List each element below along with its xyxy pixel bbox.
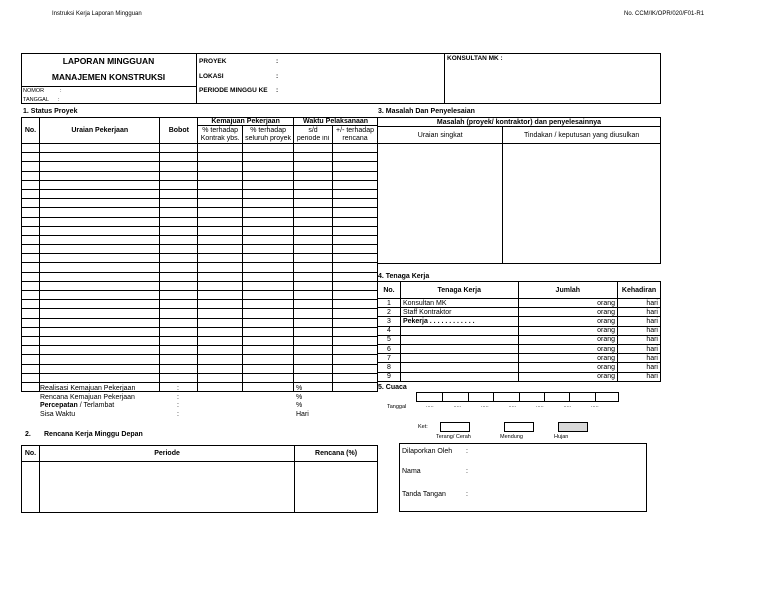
weather-legend bbox=[436, 422, 600, 442]
table-row bbox=[22, 144, 378, 153]
table-row bbox=[22, 245, 378, 254]
legend-label: Mendung bbox=[500, 434, 523, 440]
tenaga-row: 9 orang hari bbox=[378, 372, 661, 381]
col-uraian: Uraian Pekerjaan bbox=[39, 118, 160, 144]
status-table: No. Uraian Pekerjaan Bobot Kemajuan Pekerjaan Waktu Pelaksanaan % terhadap % terhadap s/d +/- terhadap Kontrak ybs. seluruh proyek periode ini rencana bbox=[21, 117, 378, 392]
legend-label: Terang/ Cerah bbox=[436, 434, 471, 440]
tenaga-row: 4 orang hari bbox=[378, 326, 661, 335]
cuaca-tanggal: Tanggal bbox=[387, 404, 407, 410]
weather-date-dots: ..... bbox=[508, 403, 517, 409]
table-row bbox=[22, 327, 378, 336]
rencana-heading-no: 2. bbox=[25, 431, 31, 438]
lokasi-label: LOKASI bbox=[199, 73, 224, 80]
table-row bbox=[22, 336, 378, 345]
table-row bbox=[22, 355, 378, 364]
summary-row: Rencana Kemajuan Pekerjaan : % bbox=[40, 393, 303, 401]
table-row bbox=[22, 346, 378, 355]
table-row bbox=[22, 189, 378, 198]
nama-label: Nama bbox=[402, 468, 421, 475]
masalah-heading: 3. Masalah Dan Penyelesaian bbox=[378, 108, 475, 115]
periode-label: PERIODE MINGGU KE bbox=[199, 87, 268, 94]
tenaga-row: 2 Staff Kontraktor orang hari bbox=[378, 308, 661, 317]
table-row bbox=[22, 254, 378, 263]
nomor-label: NOMOR bbox=[23, 88, 45, 94]
weather-date-dots: ..... bbox=[563, 403, 572, 409]
weather-date-dots: ..... bbox=[426, 403, 434, 409]
table-row bbox=[22, 208, 378, 217]
table-row bbox=[22, 235, 378, 244]
konsultan-label: KONSULTAN MK : bbox=[447, 55, 503, 62]
ttd-label: Tanda Tangan bbox=[402, 491, 446, 498]
legend-swatch bbox=[504, 422, 534, 432]
doc-title: Instruksi Kerja Laporan Mingguan bbox=[52, 11, 142, 17]
proyek-label: PROYEK bbox=[199, 58, 227, 65]
table-row bbox=[22, 373, 378, 382]
table-row bbox=[22, 217, 378, 226]
masalah-table: Masalah (proyek/ kontraktor) dan penyelesainnya Uraian singkat Tindakan / keputusan yang diusulkan bbox=[377, 117, 661, 264]
table-row bbox=[22, 162, 378, 171]
report-subtitle: MANAJEMEN KONSTRUKSI bbox=[51, 72, 166, 82]
table-row bbox=[22, 180, 378, 189]
table-row bbox=[22, 300, 378, 309]
tenaga-row: 5 orang hari bbox=[378, 335, 661, 344]
col-bobot: Bobot bbox=[160, 118, 198, 144]
tenaga-row: 1 Konsultan MK orang hari bbox=[378, 299, 661, 308]
table-row bbox=[22, 281, 378, 290]
report-title: LAPORAN MINGGUAN bbox=[62, 56, 155, 66]
legend-swatch bbox=[440, 422, 470, 432]
table-row bbox=[22, 171, 378, 180]
tenaga-table: No. Tenaga Kerja Jumlah Kehadiran 1 Konsultan MK orang hari 2 Staff Kontraktor orang hari 3 Pekerja . . . . . . . . . . . . orang hari 4 orang hari 5 orang hari 6 orang hari 7 orang hari 8 orang hari 9 orang hari bbox=[377, 281, 661, 382]
weather-strip bbox=[416, 392, 619, 402]
legend-swatch bbox=[558, 422, 588, 432]
table-row bbox=[22, 153, 378, 162]
col-no: No. bbox=[22, 118, 40, 144]
legend-label: Hujan bbox=[554, 434, 569, 440]
table-row bbox=[22, 199, 378, 208]
col-kemajuan: Kemajuan Pekerjaan bbox=[198, 118, 294, 126]
tanggal-label: TANGGAL bbox=[23, 97, 49, 103]
table-row bbox=[22, 318, 378, 327]
doc-number: No. CCM/IK/OPR/020/F01-R1 bbox=[624, 11, 705, 17]
table-row bbox=[22, 291, 378, 300]
tenaga-row: 7 orang hari bbox=[378, 354, 661, 363]
tenaga-row: 3 Pekerja . . . . . . . . . . . . orang hari bbox=[378, 317, 661, 326]
weather-date-dots: ..... bbox=[591, 403, 599, 409]
cuaca-heading: 5. Cuaca bbox=[378, 384, 407, 391]
rencana-table: No. Periode Rencana (%) bbox=[21, 445, 378, 513]
weather-date-dots: ..... bbox=[536, 403, 544, 409]
weather-date-dots: ..... bbox=[453, 403, 462, 409]
weather-date-dots: ..... bbox=[481, 403, 489, 409]
table-row bbox=[22, 309, 378, 318]
table-row bbox=[22, 263, 378, 272]
rencana-heading: Rencana Kerja Minggu Depan bbox=[44, 431, 143, 438]
tenaga-heading: 4. Tenaga Kerja bbox=[378, 273, 430, 280]
summary-row: Percepatan / Terlambat : % bbox=[40, 402, 303, 409]
weather-dots bbox=[416, 403, 619, 411]
ket-label: Ket: bbox=[418, 424, 428, 430]
table-row bbox=[22, 226, 378, 235]
table-row bbox=[22, 364, 378, 373]
dilaporkan-label: Dilaporkan Oleh bbox=[402, 448, 453, 455]
tenaga-row: 8 orang hari bbox=[378, 363, 661, 372]
col-waktu: Waktu Pelaksanaan bbox=[294, 118, 378, 126]
summary-row: Sisa Waktu : Hari bbox=[40, 410, 309, 418]
summary-row: Realisasi Kemajuan Pekerjaan : % bbox=[40, 385, 303, 392]
tenaga-row: 6 orang hari bbox=[378, 344, 661, 353]
status-heading: 1. Status Proyek bbox=[23, 108, 78, 115]
table-row bbox=[22, 272, 378, 281]
